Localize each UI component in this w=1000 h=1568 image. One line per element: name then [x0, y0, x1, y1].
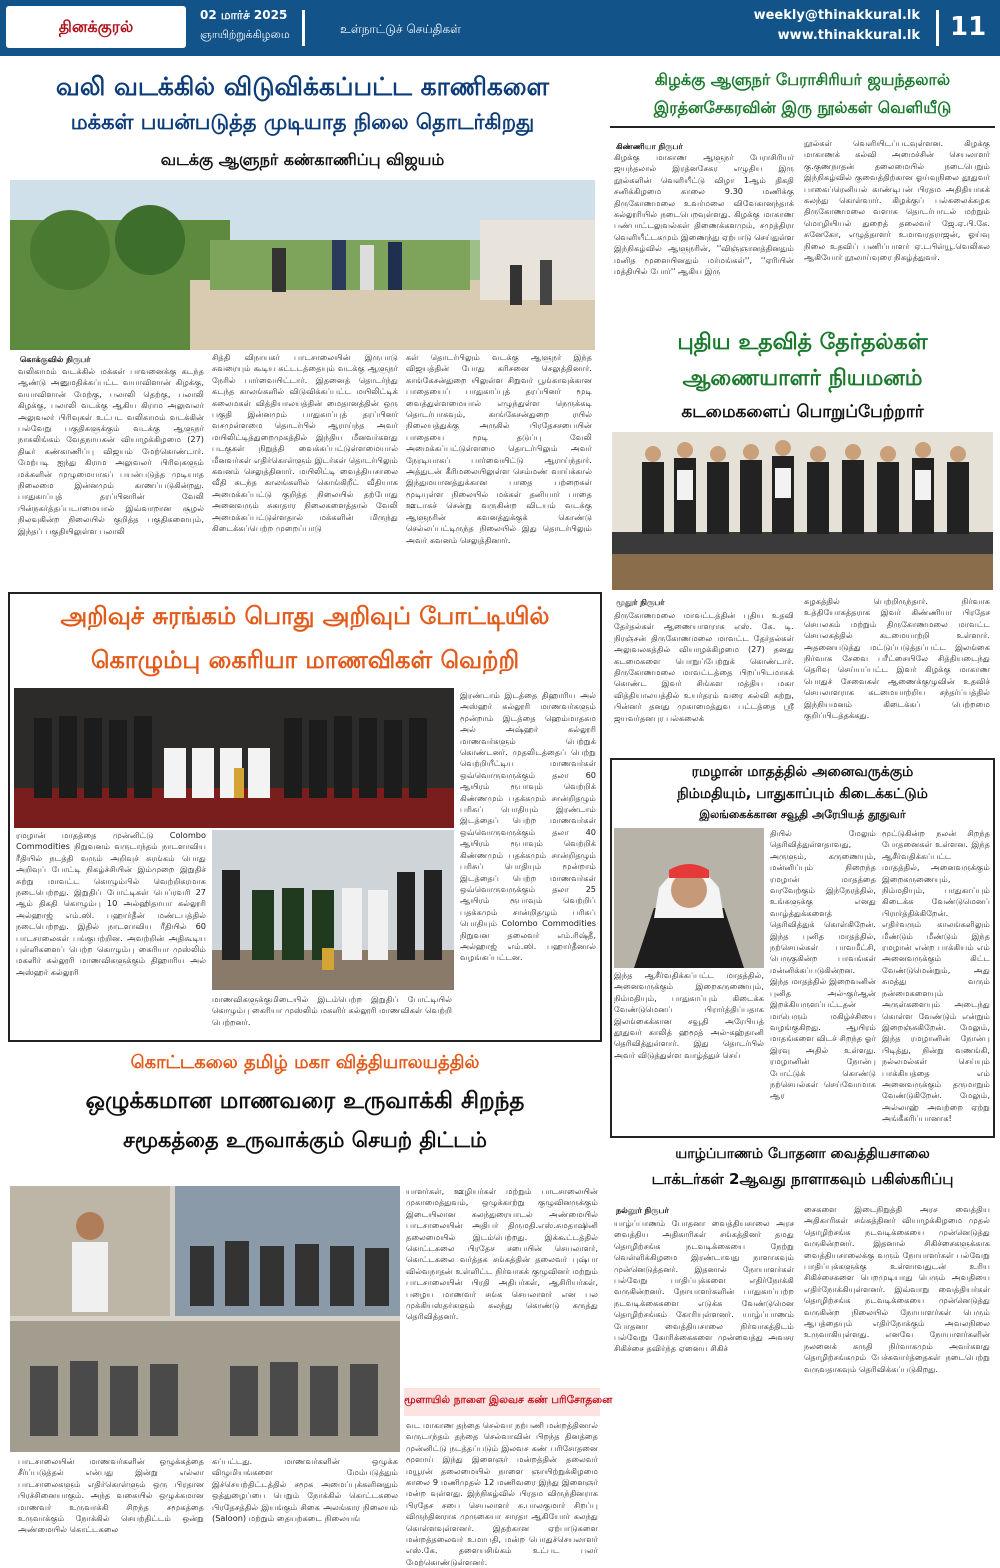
article-body: பாடசாலையின் மாணவர்களின் ஒழுக்கத்தை சீர்ப்படுத்தல் என்பது இன்று எல்லா பாடசாலைகளும் எதிர்கொள்ளும் ஒரு பிரதான பிரச்சினையாகும். அந்த வகையில் ஒழுக்கமான மாணவர் உருவாக்கி சிறந்த சமூகத்தை உருவாக்கும் நோக்கில் செயற்திட்டம் ஒன்று அண்மையில் கொட்டகலை [18, 1456, 204, 1535]
article-headline: சமூகத்தை உருவாக்கும் செயற் திட்டம் [123, 1128, 487, 1152]
article-photo [10, 1186, 400, 1452]
article-body: இரண்டாம் இடத்தை திஹாரிய அல் அஸ்ஹர் கல்லூரி மாணவர்களும் மூன்றாம் இடத்தை ஹெம்மாதகம அல் அஷ்ஹர் கல்லூரி மாணவர்களும் பெற்றுக் கொண்டனர். முதலிடத்தைப் பெற்று வெற்றியீட்டிய மாணவர்கள் ஒவ்வொருவருக்கும் தலா 60 ஆயிரம் ரூபாவும் வெற்றிக் கிண்ணமும் பதக்கமும் சான்றிதழும் பரிசுப் பொதியும் இரண்டாம் இடத்தைப் பெற்ற மாணவர்கள் ஒவ்வொருவருக்கும் தலா 40 ஆயிரம் ரூபாவும் வெற்றிக் கிண்ணமும் பதக்கமும் சான்றிதழும் பரிசுப் பொதியும் மூன்றாம் இடத்தைப் பெற்ற மாணவர்கள் ஒவ்வொருவருக்கும் தலா 25 ஆயிரம் ரூபாவும் வெற்றிப் பதக்கமும் சான்றிதழும் பரிசுப் பொதியும் Colombo Commodities நிறுவன தலைவர் எம்.ரிஷ்தீ, அல்ஹாஜ் எம்.ஸி. பஹார்தீனால் வழங்கப்பட்டன. [460, 690, 596, 963]
article-headline: வலி வடக்கில் விடுவிக்கப்பட்ட காணிகளை [55, 72, 550, 101]
article-subheadline: கடமைகளைப் பொறுப்பேற்றார் [681, 402, 924, 422]
article-headline: ஆணையாளர் நியமனம் [682, 366, 923, 391]
article-headline: நிம்மதியும், பாதுகாப்பும் கிடைக்கட்டும் [677, 786, 928, 802]
article-headline: கொழும்பு கைரியா மாணவிகள் வெற்றி [90, 646, 520, 674]
header-divider [936, 10, 939, 46]
article-headline: அறிவுச் சுரங்கம் பொது அறிவுப் போட்டியில் [60, 602, 550, 630]
contact-email[interactable]: weekly@thinakkural.lk [753, 8, 920, 23]
rule [610, 126, 995, 128]
newspaper-logo: தினக்குரல் [6, 6, 186, 48]
article-byline: நல்லூர் நிருபர் [616, 1206, 669, 1215]
issue-day: ஞாயிற்றுக்கிழமை [200, 28, 290, 41]
header-divider [302, 10, 305, 46]
article-body: வலிகாமம் வடக்கில் மக்கள் பாவனைக்கு கடந்த ஆண்டு அனுமதிக்கப்பட்ட வயாவிளான் கிழக்கு, வயாவிளான் மேற்கு, பலாலி தெற்கு, பலாலி கிழக்கு, பலாலி வடக்கு ஆகிய கிராம அலுவலர் அலுவலர் பிரிவுகள் உட்பட வலிகாமம் வடக்கின் பல்வேறு பகுதிகளுக்கும் வடக்கு ஆளுநர் நாகலிங்கம் வேதநாயகன் வியாழக்கிழமை (27) திடீர் கண்காணிப்பு விஜயம் மேற்கொண்டார். மேற்படி ஐந்து கிராம அலுவலர் பிரிவுகளும் மக்களின் முழுமையாகப் பயன்படுத்த முடியாத நிலைமை இன்னமும் காணப்படுகின்றது. பாதுகாப்புத் தரப்பினரின் வேலி பின்நகர்த்தப்படாமையால் இவ்வாறான சூழல் நிலவுகின்ற நிலையில் குறித்த பகுதிகளையும், இந்தப் பகுதியிலுள்ள பலாலி [18, 366, 204, 536]
article-headline: ரமழான் மாதத்தில் அனைவருக்கும் [691, 764, 914, 780]
article-photo [10, 180, 595, 350]
article-body: கழகத்தில் பெற்றிருந்தார். நிர்வாக உத்தியோகத்தராக இவர் கிண்ணியா பிரதேச செயலகம் மற்றும் திருகோணமலை மாவட்ட செயலகத்தில் கடமையாற்றி உள்ளார். அதனையடுத்து மட்டுப்படுத்தப்பட்ட இலங்கை நிர்வாக சேவை பரீட்சையிலே சித்தியடைந்து தெரிவு செய்யப்பட்ட இவர் கிழக்கு மாகாண பொதுச் சேவைகள் ஆணைக்குழுவின் உதவிச் செயலாளராக கடமையாற்றிய சந்தர்ப்பத்தில் இந்நியமனம் கிடைக்கப் பெற்றமை குறிப்பிடத்தக்கது. [804, 596, 990, 721]
article-body: கப்பட்டது. மாணவர்களின் ஒழுக்க விழுமியங்களை மேம்படுத்தும் இச்செயற்திட்டத்தில் சமூக அமைப்புக்களினதும் ஒத்துழைப்பை பெறும் நோக்கில் கொட்டகலை பிரதேசத்தில் இயங்கும் சிகை அலங்கார நிலையம் (Saloon) மற்றும் தையற்கடை நிலையங் [212, 1456, 398, 1524]
page-number: 11 [950, 12, 987, 42]
article-headline: கொட்டகலை தமிழ் மகா வித்தியாலயத்தில் [130, 1052, 480, 1073]
website-link[interactable]: www.thinakkural.lk [777, 28, 920, 43]
article-body: சித்தி விநாயகர் பாடசாலையின் இருபாடு சுவரையும் கூடிய கட்டடத்தையும் வடக்கு ஆளுநர் நேரில் பார்வையிட்டார். இதனைத் தொடர்ந்து கடந்த காலங்களில் விடுவிக்கப்பட்ட மயிலிட்டிக் கலைமகள் வித்தியாலயத்தின் மைதானத்தின் ஒரு பகுதி இன்னமும் பாதுகாப்புத் தரப்பினர் வசமுள்ளமை தொடர்பில் ஆராய்ந்த அவர் மயிலிட்டித்துறைமுகத்தில் இந்திய மீனவர்களது படகுகள் நிறுத்தி வைக்கப்பட்டுள்ளமையால் மீனவர்கள் எதிர்கொள்ளும் இடர்கள் தொடர்பிலும் கவனம் செலுத்தினார். மயிலிட்டி வைத்தியசாலை வீதி கடந்த காலங்களில் கொங்கிறீட் வீதியாக அமைக்கப்பட்டு குறித்த நிலையில் தற்போது அனைவரும் சுகாதார நிலைகளைத்தால் வேலி அமைக்கப்பட்டுள்ளதால் மக்களின் மிருந்து கிடைக்கப்பெற்ற முறைப்பாடு [212, 352, 398, 534]
article-body: தியில் மேலும் தெரிவித்துள்ளதாவது, அருளும், கருணையும், மன்னிப்பும் நிறைந்த ரமழான் மாதத்தை வரவேற்கும் இந்நேரத்தில், உங்களுக்கு எனது வாழ்த்துக்களைத் தெரிவித்துக் கொள்கிறேன். இந்த புனித மாதத்தில், நற்செயல்கள் பாவமீட்சி, பெருகுகின்ற பாவங்கள் மன்னிக்கப்படுகின்றன. இந்த மாதத்தில் இறைவனின் புனித அல்-குர்ஆன் இறக்கியருளப்பட்டதன் மாபெரும் மகிழ்ச்சியை வழங்குகிறது. ஆயிரம் மாதங்களை விடச் சிறந்த ஓர் இரவு அதில் உள்ளது. ரமழானின் நோன்பு போட்டுக் கொண்டு நற்செயல்கள் செய்வோமாக ஆர [770, 828, 876, 1101]
article-subheadline: வடக்கு ஆளுநர் கண்காணிப்பு விஜயம் [160, 150, 445, 169]
article-body: சைகளை இடைநிறுத்தி அரச வைத்திய அதிகாரிகள் சங்கத்தினர் வியாழக்கிழமை முதல் தொழிற்சங்க நடவடிக்கையை முன்னெடுத்து வருகின்றனர். இதனால் சிகிச்சைகளுக்காக வைத்தியசாலைக்கு வரும் நோயாளர்கள் பல்வேறு பாதிப்புக்களுக்கு உள்ளாவதுடன் உரிய சிகிச்சைகளை பெறமுடியாது பெரும் அவதியை எதிர்நோக்கியுள்ளனர். இவ்வாறு வைத்தியர்கள் தொழிற்சங்க நடவடிக்கையை முன்னெடுத்து வருகின்ற நிலையில் நோயாளர்கள் பெரும் ஆபத்தையும் எதிர்நோக்கும் அவலநிலை உருவாகியுள்ளது. எனவே நோயாளர்களின் நலனைக் கருதி நிர்வாகமும் அவர்களது தொழிற்சங்கமும் பேச்சுவார்த்தைகள் நடைபெற்று வருவதாகவும் தெரிவிக்கப்படுகிறது. [804, 1204, 990, 1374]
article-headline: மக்கள் பயன்படுத்த முடியாத நிலை தொடர்கிறது [70, 110, 535, 134]
article-headline: டாக்டர்கள் 2ஆவது நாளாகவும் பகிஸ்கரிப்பு [651, 1170, 954, 1188]
article-body: கிழக்கு மாகாண ஆளுநர் பேராசிரியர் ஜயந்தலால் இரத்னசேகர எழுதிய இரு நூல்களின் வெளியீட்டு விழா 1ஆம் திகதி சனிக்கிழமை காலை 9.30 மணிக்கு திருகோணமலை உவர்மலை விவேகானந்தாக் கல்லூரியில் நடைபெறவுள்ளது. கிழக்கு மாகாண பண்பாட்டலுவல்கள் திணைக்களமும், சமுத்திரா வெளியீட்டகமும் இணைந்து ஏற்பாடு செய்துள்ள இந்நிகழ்வில் ஆளுநரின், ''விஞ்ஞானத்தினதும் மனித மூளையினதும் மர்மங்கள்'', ''ஏரியின் மத்தியில் போர்'' ஆகிய இரு [614, 152, 794, 277]
article-headline: யாழ்ப்பாணம் போதனா வைத்தியசாலை [675, 1146, 930, 1162]
article-photo [614, 828, 764, 968]
issue-date: 02 மார்ச் 2025 [200, 8, 288, 22]
article-headline: கிழக்கு ஆளுநர் பேராசிரியர் ஜயந்தலால் [654, 70, 951, 89]
article-byline: மூதூர் நிருபர் [616, 598, 665, 607]
article-body: திருகோணமலை மாவட்டத்தின் புதிய உதவி தேர்தல்கள் ஆணையாளராக எஸ். கே. டி. நிரஞ்சன் திருகோணமலை மாவட்ட தேர்தல்கள் அலுவலகத்தில் வியாழக்கிழமை (27) தனது கடமைகளை பொறுப்பேற்றுக் கொண்டார். திருகோணமலை மாவட்டத்தை பிறப்பிடமாகக் கொண்ட இவர் சிங்கள மத்திய மகா வித்தியாலயத்தில் உயர்தரம் வரை கல்வி கற்று, பின்னர் தனது முகாமைத்துவ பட்டத்தை ஸ்ரீ ஜயவர்தனபுர பல்கலைக் [614, 610, 794, 723]
masthead-bar [0, 0, 1000, 56]
photo-caption: மாணவிகளுக்குமிடையில் இடம்பெற்ற இறுதிப் போட்டியில் கொழும்பு கைரியா முஸ்லிம் மகளிர் கல்லூரி மாணவிகள் வெற்றி பெற்றனர். [212, 994, 452, 1027]
article-headline: ஒழுக்கமான மாணவரை உருவாக்கி சிறந்த [85, 1088, 525, 1114]
section-name: உள்நாட்டுச் செய்திகள் [340, 22, 462, 36]
article-headline: மூளாயில் நாளை இலவச கண் பரிசோதனை [404, 1394, 613, 1406]
article-byline: கிண்ணியா நிருபர் [616, 142, 683, 151]
article-body: வட மாகாண தந்தை செல்வா நற்பணி மன்றத்தினால் வருடாந்தம் தந்தை செல்வாவின் பிறந்த தினத்தை முன்னிட்டு நடத்தப்படும் இலவச கண் பரிசோதனை மூளாய் இந்து இளைஞர் மன்றத்தின் தலைவர் மயூரன் தலைமையில் நாளை ஞாயிற்றுக்கிழமை காலை 9 மணிமுதல் 12 மணிவரை இந்து இளைஞர் மன்ற வுள்ளது. இந்நிகழ்வில் பிரதம விருந்தினராக பிரதேச சபை செயலாளர் சு.பாலகுமார் சிறப்பு விருந்தினராக முருகையா சாரதா ஆகியோர் கலந்து கொள்ளவுள்ளனர். இதற்கான ஏற்பாடுகளை மன்றத்தலைவர் உமாபதி, மன்ற பொதுச்செயலாளர் எஸ்.கே. தளையசிங்கம் உட்பட பலர் மேற்கொண்டுள்ளனர். [406, 1420, 598, 1567]
article-body: யாளர்கள், ஊழியர்கள் மற்றும் பாடசாலையின் முகாமைத்துவம், ஒழுக்காற்று குழுவினருக்கும் இடையிலான கலந்துரையாடல் அண்மையில் பாடசாலையின் அதிபர் திருமதி.எஸ்.சுமதாஷினி தலைமையில் இடம்பெற்றது. இக்கூட்டத்தில் கொட்டகலை பிரதேச சபையின் செயலாளர், கொட்டகலை வர்த்தக சங்கத்தின் தலைவர் புஷ்பா வில்வநாதன் உள்ளிட்ட நிர்வாகக் குழுவினர் மற்றும் பாடசாலையின் பிரதி அதிபர்கள், ஆசிரியர்கள், பழைய மாணவர் சங்க செயலாளர் என பல முக்கியஸ்தர்களும் கலந்து கொண்டு கருத்து தெரிவித்தனர். [406, 1186, 598, 1322]
article-body: ரமழான் மாதத்தை முன்னிட்டு Colombo Commodities நிறுவனம் வருடாந்தம் நாடளாவிய ரீதியில் நடத்தி வரும் அறிவுச் சுரங்கம் பொது அறிவுப் போட்டி நிகழ்ச்சியின் இம்முறை இறுதிச் சுற்று மாவட்ட கொழும்பில் வெற்றிகரமாக நடைபெற்றது. இறுதிப் போட்டிகள் பெப்ரவரி 27 ஆம் திகதி கொழும்பு 10 அல்ஹிதாயா கல்லூரி அல்ஹாஜ் எம்.ஸி. பஹார்தீன் மண்டபத்தில் நடைபெற்றது. இதில் நாடளாவிய ரீதியில் 60 பாடசாலைகள் பங்குபற்றின. அவற்றின் அதிகூடிய புள்ளிகளைப் பெற்ற கொழும்பு கைரியா முஸ்லிம் மகளிர் கல்லூரி மாணவிகளுக்கும் திஹாரிய அல் அஸ்ஹர் கல்லூரி [16, 830, 206, 977]
article-subheadline: இலங்கைக்கான சவூதி அரேபியத் தூதுவர் [699, 808, 906, 821]
article-body: நூல்கள் வெளியிடப்படவுள்ளன. கிழக்கு மாகாணக் கல்வி அமைச்சின் செயலாளர் கு.குணநாதன் தலைமையில் நடைபெறும் இந்நிகழ்வில் குவைத்திற்கான ஓய்வுநிலை தூதுவர் பாகைப்ரெனியல் காண்டிபன் பிரதம அதிதியாகக் கலந்து கொள்வார். கிழக்குப் பல்கலைக்கழக திருகோணமலை வளாக தொடர்பாடல் மற்றும் மொழியியல் துறைத் தலைவர் ஜே.ஏ.பி.கே. சுனேகோ, எழுத்தாளர் உமாவரதராஜன், ஓய்வு நிலை உதவிப் பணிப்பாளர் ஏ.டபிள்யூ.வெலிகல ஆகியோர் நூலாய்வுரை நிகழ்த்துவர். [804, 138, 990, 263]
article-photo [212, 830, 454, 990]
article-headline: புதிய உதவித் தேர்தல்கள் [677, 330, 928, 355]
article-body: கள் தொடர்பிலும் வடக்கு ஆளுநர் இந்த விஜயத்தின் போது கரிசனை செலுத்தினார். காங்கேசன்துறை யிலுள்ள சிறுவர் பூங்காவுக்கான பாதையைப் பாதுகாப்புத் தரப்பினர் மூடி வைத்துள்ளமையால் எழுந்துள்ள நெருக்கடி தொடர்பாகவும், காங்கேசன்துறை ரயில் நிலையத்துக்கு அருகில் பிரதேசசபையின் பாதையை மூடி தடுப்பு வேலி அமைக்கப்பட்டுள்ளமை தொடர்பிலும் அவர் நேரடியாகப் பார்வையிட்டு ஆராய்ந்தார். அத்துடன் கீரிமலையிலுள்ள செம்மண் வாய்க்கால் இந்துமயானத்துக்கான பாதை பற்றைகள் மூடியுள்ள நிலையில் மக்கள் தனியார் பாதை ஊடாகச் சென்று வருகின்ற விடயம் வடக்கு ஆளுநரின் கவனத்துக்குக் கொண்டு செல்லப்பட்டிருந்த நிலையில் இது தொடர்பிலும் அவர் கவனம் செலுத்தினார். [406, 352, 592, 545]
article-body: இந்த ஆசீர்வதிக்கப்பட்ட மாதத்தில், அனைவருக்கும் இறைகருணையும், நிம்மதியும், பாதுகாப்பும் கிடைக்க வேண்டுமெனப் பிரார்த்திப்பதாக இலங்கைக்கான சவூதி அரேபியத் தூதுவர் காலித் ஹமூத் அல்-கஹ்தானி தெரிவித்துள்ளார். இது தொடர்பில் அவர் விடுத்துள்ள வாழ்த்துச் செய் [614, 970, 764, 1060]
article-body: யாழ்ப்பாணம் போதனா வைத்தியசாலை அரச வைத்திய அதிகாரிகள் சங்கத்தினர் தமது தொழிற்சங்க நடவடிக்கையை நேற்று வெள்ளிக்கிழமை இரண்டாவது நாளாகவும் முன்னெடுத்தனர். இதனால் நோயாளர்கள் பல்வேறு பாதிப்புக்களை எதிர்நோக்கி வருகின்றனர். நோயாளர்களின் பாதுகாப்பற்ற நடவடிக்கைகளை எடுக்க வேண்டுமென தொழிற்சங்கம் கோரியுள்ளனர். யாழ்ப்பாணம் போதனா வைத்தியசாலை நிர்வாகத்திடம் பல்வேறு கோரிக்கைகளை முன்வைத்து அவசர சிகிச்சை தவிர்ந்த ஏனைய சிகிச் [614, 1218, 794, 1354]
article-body: மூட்டுகின்ற நலன் சிறந்த போதனைகள் உள்ளன. இந்த ஆசீர்வதிக்கப்பட்ட மாதத்தில், அனைவருக்கும் இறைகருணையும், நிம்மதியும், பாதுகாப்பும் கிடைக்க வேண்டுமெனப் பிரார்த்திக்கிறேன். எதிர்வரும் காலங்களிலும் மீண்டும் மீண்டும் இந்த ரமழான் என்ற பாக்கியம் எம் அனைவருக்கும் கிட்ட வேண்டுமென்றும், அது சுமத்து வரும் நன்மைகளையும் அருள்களையும் அடைந்து கொள்ள வேண்டும் என்றும் இறைஞ்சுகிறேன். மேலும், இந்த ரமழானின் நோன்பு பிடித்து, நின்று வணங்கி, நல்லமல்கள் செய்யும் பாக்கியத்தை எம் அனைவருக்கும் தருமாறும் வேண்டுகிறேன். மேலும், அல்லாஹ் அவற்றை ஏற்று அங்கீகரிப்பானாக! [882, 828, 990, 1124]
article-byline: கொக்குவில் நிருபர் [20, 355, 91, 364]
article-photo [612, 432, 993, 590]
article-photo [14, 688, 454, 828]
article-headline: இரத்னசேகரவின் இரு நூல்கள் வெளியீடு [653, 98, 952, 117]
